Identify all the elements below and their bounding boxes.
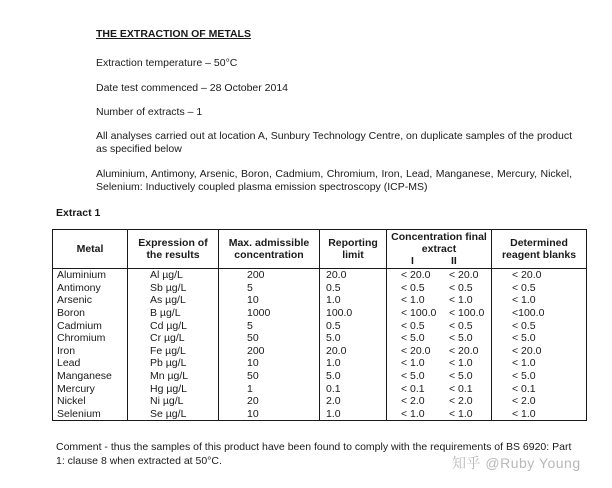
table-row [53, 345, 587, 358]
cell-limit: 1.0 [320, 408, 387, 421]
cell-expression: Sb µg/L [128, 282, 219, 295]
cell-limit: 100.0 [320, 307, 387, 320]
cell-conc-i: < 5.0 [387, 332, 444, 345]
cell-max: 50 [219, 332, 320, 345]
cell-conc-ii: < 20.0 [443, 345, 492, 358]
cell-expression: Mn µg/L [128, 370, 219, 383]
cell-metal: Chromium [53, 332, 128, 345]
cell-metal: Manganese [53, 370, 128, 383]
cell-limit: 2.0 [320, 395, 387, 408]
cell-conc-i: < 2.0 [387, 395, 444, 408]
cell-metal: Aluminium [53, 269, 128, 282]
cell-conc-i: < 20.0 [387, 269, 444, 282]
cell-blank: < 0.1 [492, 382, 587, 395]
table-row [53, 319, 587, 332]
table-header-row [53, 230, 587, 269]
header-limit: Reporting limit [320, 230, 387, 269]
results-table [52, 229, 587, 421]
cell-max: 10 [219, 408, 320, 421]
table-row [53, 294, 587, 307]
cell-metal: Lead [53, 357, 128, 370]
cell-conc-i: < 0.5 [387, 282, 444, 295]
cell-conc-ii: < 1.0 [443, 408, 492, 421]
cell-blank: < 2.0 [492, 395, 587, 408]
cell-expression: Al µg/L [128, 269, 219, 282]
cell-conc-i: < 1.0 [387, 357, 444, 370]
header-conc-i: I [411, 255, 414, 267]
cell-expression: Fe µg/L [128, 345, 219, 358]
comment-text: Comment - thus the samples of this product have been found to comply with the requirements of BS 6920: Part 1: clause 8 when extracted at 50°C. [56, 441, 572, 467]
cell-conc-ii: < 5.0 [443, 370, 492, 383]
analyses-note: All analyses carried out at location A, Sunbury Technology Centre, on duplicate samples of the product as specified below [96, 130, 572, 155]
method-note: Aluminium, Antimony, Arsenic, Boron, Cadmium, Chromium, Iron, Lead, Manganese, Mercury, Nickel, Selenium: Inductively coupled plasma emission spectroscopy (ICP-MS) [96, 168, 572, 193]
cell-metal: Antimony [53, 282, 128, 295]
cell-limit: 0.1 [320, 382, 387, 395]
cell-max: 1000 [219, 307, 320, 320]
table-row [53, 332, 587, 345]
cell-limit: 0.5 [320, 319, 387, 332]
cell-expression: Se µg/L [128, 408, 219, 421]
cell-max: 200 [219, 269, 320, 282]
cell-max: 5 [219, 319, 320, 332]
extract-heading: Extract 1 [56, 207, 101, 219]
header-max: Max. admissible concentration [219, 230, 320, 269]
cell-expression: Hg µg/L [128, 382, 219, 395]
header-blanks: Determined reagent blanks [492, 230, 587, 269]
cell-conc-ii: < 5.0 [443, 332, 492, 345]
document-title: THE EXTRACTION OF METALS [96, 28, 251, 40]
cell-limit: 5.0 [320, 370, 387, 383]
cell-max: 200 [219, 345, 320, 358]
cell-blank: < 0.5 [492, 319, 587, 332]
extraction-temperature: Extraction temperature – 50°C [96, 57, 238, 69]
cell-max: 50 [219, 370, 320, 383]
cell-max: 5 [219, 282, 320, 295]
cell-metal: Mercury [53, 382, 128, 395]
cell-expression: B µg/L [128, 307, 219, 320]
cell-conc-i: < 1.0 [387, 408, 444, 421]
cell-conc-ii: < 2.0 [443, 395, 492, 408]
cell-max: 1 [219, 382, 320, 395]
date-commenced: Date test commenced – 28 October 2014 [96, 82, 289, 94]
cell-blank: <100.0 [492, 307, 587, 320]
cell-blank: < 0.5 [492, 282, 587, 295]
table-row [53, 357, 587, 370]
cell-conc-i: < 20.0 [387, 345, 444, 358]
cell-conc-i: < 100.0 [387, 307, 444, 320]
cell-conc-i: < 1.0 [387, 294, 444, 307]
cell-expression: Ni µg/L [128, 395, 219, 408]
cell-blank: < 20.0 [492, 345, 587, 358]
cell-metal: Iron [53, 345, 128, 358]
cell-max: 10 [219, 357, 320, 370]
cell-blank: < 1.0 [492, 294, 587, 307]
cell-metal: Boron [53, 307, 128, 320]
table-row [53, 408, 587, 421]
cell-conc-i: < 0.5 [387, 319, 444, 332]
table-row [53, 382, 587, 395]
cell-conc-ii: < 0.1 [443, 382, 492, 395]
cell-blank: < 1.0 [492, 357, 587, 370]
header-concentration-columns [389, 255, 489, 267]
cell-conc-ii: < 20.0 [443, 269, 492, 282]
cell-conc-ii: < 1.0 [443, 294, 492, 307]
cell-max: 20 [219, 395, 320, 408]
watermark: 知乎 @Ruby Young [452, 455, 581, 471]
cell-expression: Cd µg/L [128, 319, 219, 332]
cell-metal: Cadmium [53, 319, 128, 332]
cell-conc-i: < 5.0 [387, 370, 444, 383]
number-of-extracts: Number of extracts – 1 [96, 106, 203, 118]
table-row [53, 269, 587, 282]
header-concentration [387, 230, 492, 269]
cell-metal: Arsenic [53, 294, 128, 307]
header-metal: Metal [53, 230, 128, 269]
cell-conc-ii: < 0.5 [443, 282, 492, 295]
cell-expression: As µg/L [128, 294, 219, 307]
cell-limit: 20.0 [320, 345, 387, 358]
cell-expression: Cr µg/L [128, 332, 219, 345]
cell-limit: 20.0 [320, 269, 387, 282]
table-row [53, 307, 587, 320]
table-row [53, 282, 587, 295]
header-expression: Expression of the results [128, 230, 219, 269]
cell-blank: < 5.0 [492, 370, 587, 383]
cell-metal: Selenium [53, 408, 128, 421]
cell-metal: Nickel [53, 395, 128, 408]
cell-conc-i: < 0.1 [387, 382, 444, 395]
table-row [53, 395, 587, 408]
cell-limit: 0.5 [320, 282, 387, 295]
cell-conc-ii: < 100.0 [443, 307, 492, 320]
cell-limit: 1.0 [320, 357, 387, 370]
cell-blank: < 1.0 [492, 408, 587, 421]
cell-blank: < 20.0 [492, 269, 587, 282]
header-conc-ii: II [451, 255, 457, 267]
cell-conc-ii: < 0.5 [443, 319, 492, 332]
table-row [53, 370, 587, 383]
header-concentration-label: Concentration final extract [391, 231, 487, 255]
cell-limit: 5.0 [320, 332, 387, 345]
cell-max: 10 [219, 294, 320, 307]
cell-limit: 1.0 [320, 294, 387, 307]
cell-blank: < 5.0 [492, 332, 587, 345]
cell-expression: Pb µg/L [128, 357, 219, 370]
cell-conc-ii: < 1.0 [443, 357, 492, 370]
